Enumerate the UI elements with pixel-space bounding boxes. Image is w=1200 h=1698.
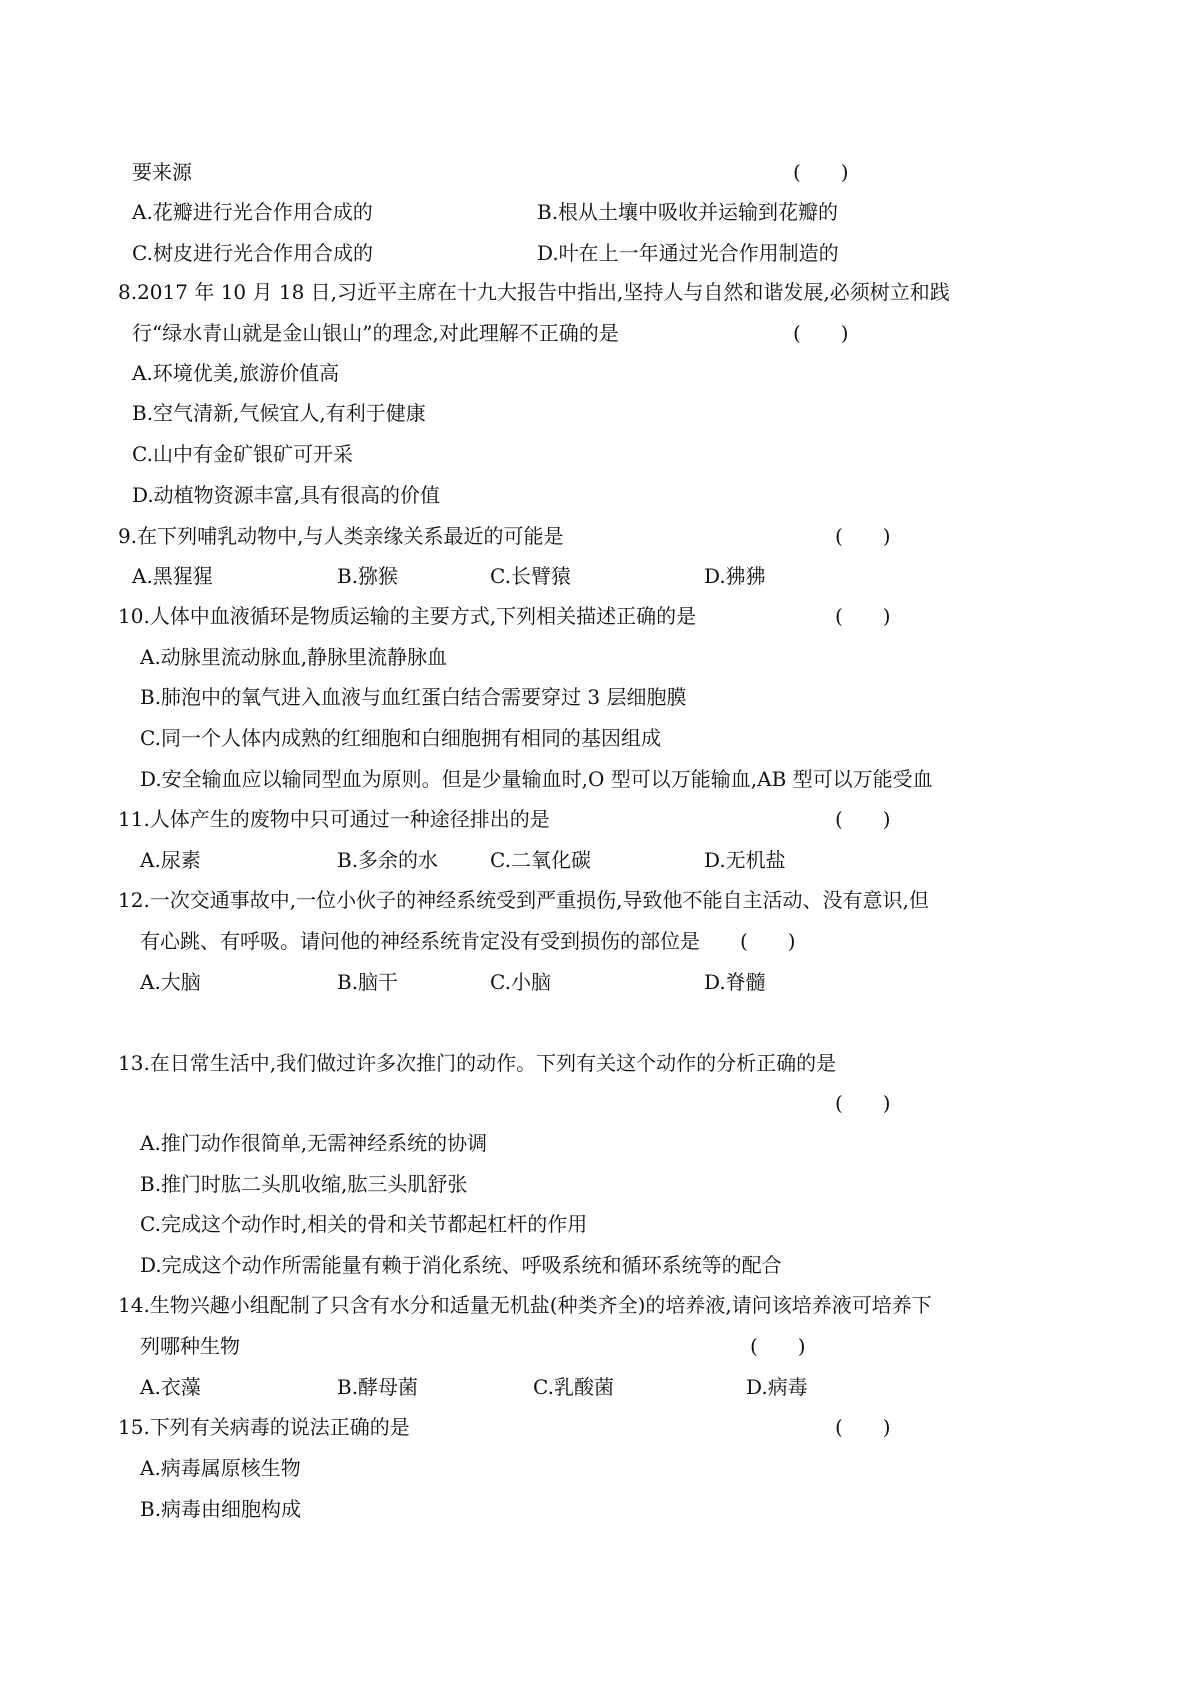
question-8-stem-line-2: 行“绿水青山就是金山银山”的理念,对此理解不正确的是 <box>132 321 619 345</box>
option-c: C.乳酸菌 <box>533 1375 614 1399</box>
option-d: D.安全输血应以输同型血为原则。但是少量输血时,O 型可以万能输血,AB 型可以万能受血 <box>140 767 933 791</box>
option-c: C.树皮进行光合作用合成的 <box>132 241 373 265</box>
question-13-stem: 13.在日常生活中,我们做过许多次推门的动作。下列有关这个动作的分析正确的是 <box>118 1051 837 1075</box>
option-d: D.完成这个动作所需能量有赖于消化系统、呼吸系统和循环系统等的配合 <box>140 1253 782 1277</box>
option-c: C.山中有金矿银矿可开采 <box>132 442 353 466</box>
option-b: B.肺泡中的氧气进入血液与血红蛋白结合需要穿过 3 层细胞膜 <box>140 685 687 709</box>
option-b: B.猕猴 <box>337 564 399 588</box>
option-a: A.黑猩猩 <box>132 564 213 588</box>
option-a: A.环境优美,旅游价值高 <box>132 361 340 385</box>
answer-blank: ( ) <box>835 1415 891 1439</box>
question-7-stem-line: 要来源 <box>132 160 192 184</box>
question-14-stem-line-1: 14.生物兴趣小组配制了只含有水分和适量无机盐(种类齐全)的培养液,请问该培养液可培养下 <box>118 1293 932 1317</box>
question-9-stem: 9.在下列哺乳动物中,与人类亲缘关系最近的可能是 <box>118 524 564 548</box>
option-d: D.无机盐 <box>704 848 786 872</box>
option-a: A.尿素 <box>140 848 201 872</box>
option-d: D.动植物资源丰富,具有很高的价值 <box>132 483 441 507</box>
option-c: C.完成这个动作时,相关的骨和关节都起杠杆的作用 <box>140 1212 588 1236</box>
option-d: D.病毒 <box>746 1375 808 1399</box>
answer-blank: ( ) <box>750 1334 806 1358</box>
option-b: B.空气清新,气候宜人,有利于健康 <box>132 401 426 425</box>
option-c: C.同一个人体内成熟的红细胞和白细胞拥有相同的基因组成 <box>140 726 661 750</box>
question-14-stem-line-2: 列哪种生物 <box>140 1334 240 1358</box>
option-b: B.酵母菌 <box>337 1375 419 1399</box>
answer-blank: ( ) <box>793 160 849 184</box>
option-a: A.动脉里流动脉血,静脉里流静脉血 <box>140 645 448 669</box>
option-d: D.狒狒 <box>704 564 766 588</box>
answer-blank: ( ) <box>835 604 891 628</box>
answer-blank: ( ) <box>835 524 891 548</box>
option-d: D.叶在上一年通过光合作用制造的 <box>537 241 839 265</box>
option-d: D.脊髓 <box>704 970 766 994</box>
option-b: B.病毒由细胞构成 <box>140 1497 302 1521</box>
option-c: C.长臂猿 <box>490 564 571 588</box>
answer-blank: ( ) <box>793 321 849 345</box>
answer-blank: ( ) <box>835 807 891 831</box>
answer-blank: ( ) <box>835 1091 891 1115</box>
option-a: A.大脑 <box>140 970 201 994</box>
question-8-stem-line-1: 8.2017 年 10 月 18 日,习近平主席在十九大报告中指出,坚持人与自然和谐发展,必须树立和践 <box>118 280 950 304</box>
option-a: A.衣藻 <box>140 1375 201 1399</box>
option-b: B.多余的水 <box>337 848 439 872</box>
option-a: A.推门动作很简单,无需神经系统的协调 <box>140 1131 488 1155</box>
question-15-stem: 15.下列有关病毒的说法正确的是 <box>118 1415 410 1439</box>
option-a: A.花瓣进行光合作用合成的 <box>132 200 373 224</box>
option-c: C.小脑 <box>490 970 551 994</box>
question-10-stem: 10.人体中血液循环是物质运输的主要方式,下列相关描述正确的是 <box>118 604 697 628</box>
option-c: C.二氧化碳 <box>490 848 591 872</box>
question-11-stem: 11.人体产生的废物中只可通过一种途径排出的是 <box>118 807 550 831</box>
option-b: B.根从土壤中吸收并运输到花瓣的 <box>537 200 839 224</box>
question-12-stem-line-2: 有心跳、有呼吸。请问他的神经系统肯定没有受到损伤的部位是 <box>140 929 700 953</box>
question-12-stem-line-1: 12.一次交通事故中,一位小伙子的神经系统受到严重损伤,导致他不能自主活动、没有意识,但 <box>118 888 929 912</box>
option-b: B.推门时肱二头肌收缩,肱三头肌舒张 <box>140 1172 468 1196</box>
option-a: A.病毒属原核生物 <box>140 1456 301 1480</box>
answer-blank: ( ) <box>740 929 796 953</box>
option-b: B.脑干 <box>337 970 399 994</box>
